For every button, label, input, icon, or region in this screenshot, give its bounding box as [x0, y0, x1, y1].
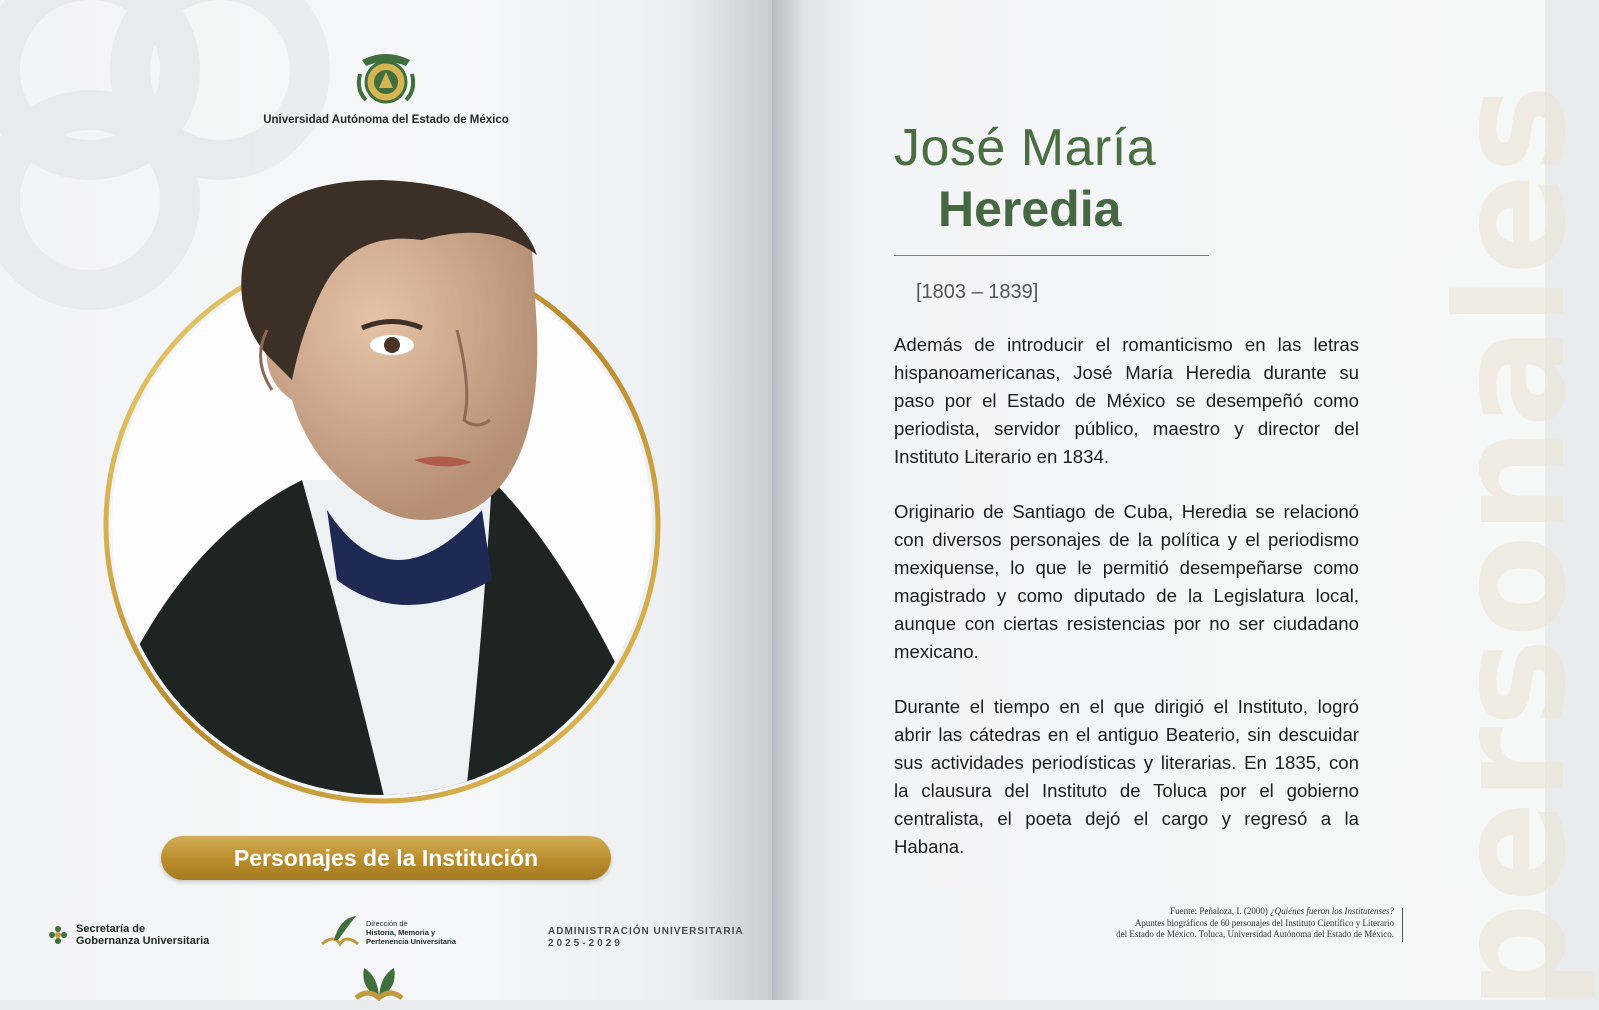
footer-administracion — [548, 926, 744, 950]
portrait-illustration — [92, 180, 682, 830]
source-line3: del Estado de México. Toluca, Universidad Autónoma del Estado de México. — [1116, 929, 1394, 939]
source-line2: Apuntes biográficos de 60 personajes del Instituto Científico y Literario — [1134, 917, 1394, 928]
paragraph-1: Además de introducir el romanticismo en las letras hispanoamericanas, José María Heredia durante su paso por el Estado de México se desempeñó como periodista, servidor público, maestro y director del Instituto Literario en 1834. — [894, 334, 1359, 467]
paragraph-2: Originario de Santiago de Cuba, Heredia se relacionó con diversos personajes de la política y el periodismo mexiquense, lo que le permitió desempeñarse como magistrado y como diputado de la Legislatura local, aunque con ciertas resistencias por no ser ciudadano mexicano. — [894, 501, 1359, 662]
footer-direccion — [320, 914, 456, 950]
source-title: ¿Quiénes fueron los Institutenses? — [1270, 906, 1394, 916]
secretaria-line2: Gobernanza Universitaria — [76, 935, 210, 947]
secretaria-line1: Secretaría de — [76, 923, 146, 935]
admin-line1: ADMINISTRACIÓN UNIVERSITARIA — [548, 926, 744, 937]
left-page — [0, 0, 772, 1000]
direccion-line3: Pertenencia Universitaria — [366, 936, 457, 946]
university-crest-icon — [356, 50, 416, 108]
vertical-watermark: personales — [1425, 84, 1599, 1010]
direccion-line2: Historia, Memoria y — [366, 927, 436, 937]
section-banner: Personajes de la Institución — [161, 836, 611, 880]
source-prefix: Fuente: Peñaloza, I. (2000) — [1170, 906, 1271, 916]
book-quill-icon — [320, 914, 360, 950]
university-name: Universidad Autónoma del Estado de México — [263, 114, 509, 126]
portrait — [92, 180, 682, 830]
lifespan-years: [1803 – 1839] — [916, 281, 1039, 303]
footer-secretaria — [48, 923, 209, 947]
source-divider — [1402, 908, 1403, 942]
name-last: Heredia — [938, 181, 1122, 237]
admin-line2: 2025-2029 — [548, 938, 623, 949]
right-page — [772, 0, 1599, 1010]
name-first: José María — [894, 119, 1157, 177]
leaves-logo-icon — [348, 958, 410, 1000]
direccion-line1: Dirección de — [366, 918, 408, 928]
title-divider — [894, 255, 1209, 256]
source-citation — [1052, 906, 1394, 941]
paragraph-3: Durante el tiempo en el que dirigió el Instituto, logró abrir las cátedras en el antiguo Beaterio, sin descuidar sus actividades periodísticas y literarias. En 1835, con la clausura del Instituto de Toluca por el gobierno centralista, el poeta dejó el cargo y regresó a la Habana. — [894, 696, 1359, 857]
star-icon — [48, 925, 68, 945]
